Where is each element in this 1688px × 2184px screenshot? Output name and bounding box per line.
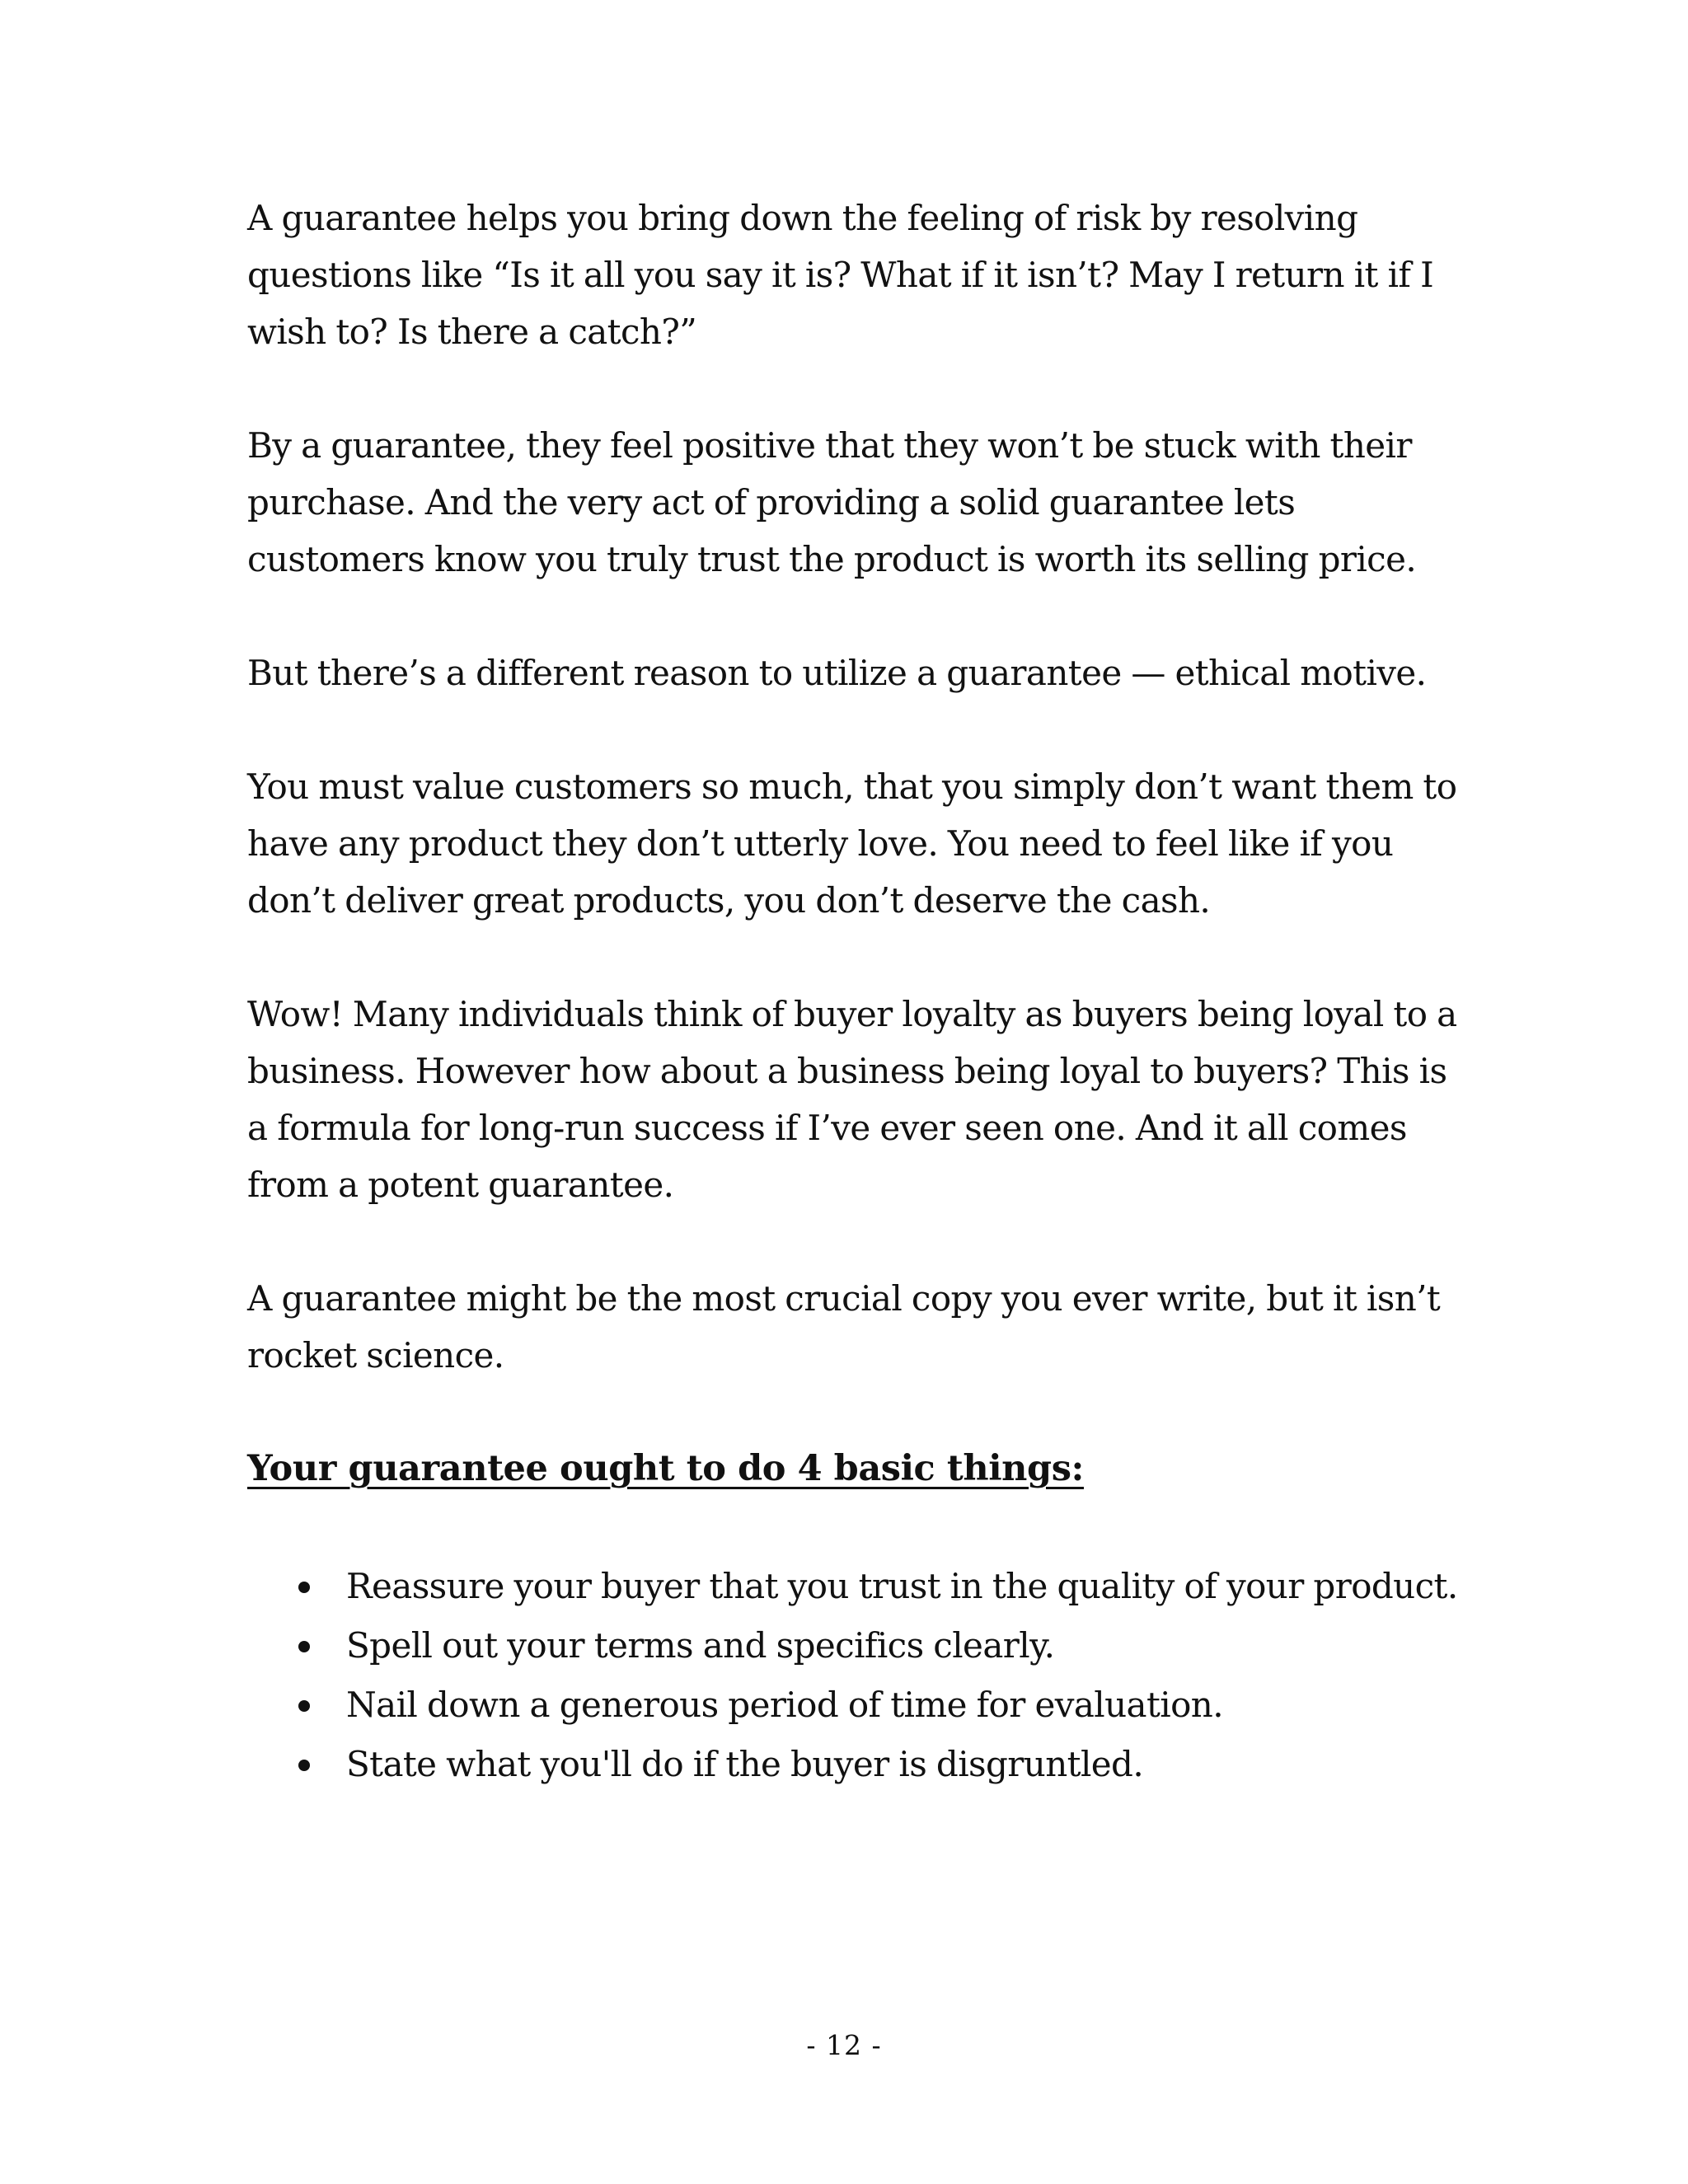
list-item [247,1557,1459,1616]
section-heading: Your guarantee ought to do 4 basic things: [247,1448,1084,1489]
paragraph-value-customers: You must value customers so much, that you simply don’t want them to have any product they don’t utterly love. You need to feel like if you don’t deliver great products, you don’t deserve the cash. [247,766,1457,921]
paragraph-ethical-motive: But there’s a different reason to utilize a guarantee — ethical motive. [247,653,1427,693]
list-item-text: Nail down a generous period of time for evaluation. [346,1685,1223,1725]
bullet-icon [298,1760,310,1771]
list-item [247,1735,1459,1794]
bullet-list [247,1557,1459,1794]
bullet-icon [298,1582,310,1593]
list-item-text: Reassure your buyer that you trust in the quality of your product. [346,1566,1458,1606]
paragraph-risk: A guarantee helps you bring down the feeling of risk by resolving questions like “Is it all you say it is? What if it isn’t? May I return it if I wish to? Is there a catch?” [247,198,1434,352]
bullet-icon [298,1700,310,1712]
list-item [247,1616,1459,1675]
page-content [247,190,1459,1794]
list-item [247,1675,1459,1735]
paragraph-crucial-copy: A guarantee might be the most crucial copy you ever write, but it isn’t rocket science. [247,1278,1441,1376]
list-item-text: State what you'll do if the buyer is disgruntled. [346,1744,1144,1784]
page-number: - 12 - [806,2029,882,2061]
paragraph-loyalty: Wow! Many individuals think of buyer loyalty as buyers being loyal to a business. However how about a business being loyal to buyers? This is a formula for long-run success if I’ve ever seen one. And it all comes from a potent guarantee. [247,994,1457,1205]
bullet-icon [298,1641,310,1652]
list-item-text: Spell out your terms and specifics clearly. [346,1625,1055,1666]
paragraph-purchase: By a guarantee, they feel positive that they won’t be stuck with their purchase. And the very act of providing a solid guarantee lets customers know you truly trust the product is worth its selling price. [247,425,1417,579]
